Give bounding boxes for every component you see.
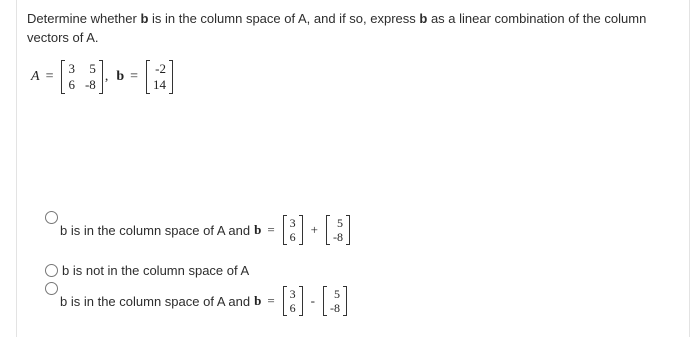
option-eq-b: b <box>254 293 262 308</box>
matrix-a-cell: 3 <box>68 61 75 76</box>
option-b-bold: b <box>60 293 68 309</box>
question-part1: Determine whether <box>27 11 141 26</box>
radio-button[interactable] <box>45 264 58 277</box>
right-bracket <box>346 215 350 245</box>
option-text: is in the column space of A and <box>70 293 251 309</box>
question-text <box>27 9 677 47</box>
vector-cell: 6 <box>289 230 296 244</box>
matrix-a-cell: 6 <box>68 77 75 92</box>
column-vector-1 <box>283 286 303 316</box>
plus-sign: + <box>310 222 319 237</box>
column-vector-2 <box>323 286 347 316</box>
option-text: is not in the column space of A <box>72 263 250 278</box>
vector-b-label: b <box>116 69 125 84</box>
right-bracket <box>299 286 303 316</box>
question-card <box>16 0 690 337</box>
answer-option-3[interactable] <box>45 286 349 316</box>
vector-b-cell: 14 <box>153 77 167 92</box>
question-part3: as a linear combination of the column vectors of A. <box>27 11 647 45</box>
equals-sign: = <box>45 69 54 84</box>
right-bracket <box>299 215 303 245</box>
answer-option-2[interactable] <box>45 263 249 278</box>
matrix-a <box>61 60 102 94</box>
right-bracket <box>343 286 347 316</box>
option-eq-b: b <box>254 222 262 237</box>
vector-b-cell: -2 <box>155 61 167 76</box>
right-bracket <box>169 60 173 94</box>
right-bracket <box>99 60 103 94</box>
vector-cell: -8 <box>330 301 341 315</box>
question-bold-b2: b <box>419 11 428 26</box>
vector-cell: 3 <box>289 287 296 301</box>
matrix-a-cell: -8 <box>84 77 96 92</box>
column-vector-1 <box>283 215 303 245</box>
comma: , <box>104 69 109 84</box>
radio-button[interactable] <box>45 282 58 295</box>
vector-cell: 5 <box>337 216 344 230</box>
matrix-a-label: A <box>31 69 40 84</box>
question-part2: is in the column space of A, and if so, express <box>148 11 420 26</box>
given-equation <box>31 57 175 97</box>
option-text: is in the column space of A and <box>70 222 251 238</box>
radio-button[interactable] <box>45 211 58 224</box>
vector-b <box>146 60 173 94</box>
question-bold-b1: b <box>140 11 149 26</box>
option-b-bold: b <box>62 263 70 278</box>
matrix-a-cell: 5 <box>89 61 96 76</box>
vector-cell: 3 <box>289 216 296 230</box>
minus-sign: - <box>310 293 316 308</box>
option-b-bold: b <box>60 222 68 238</box>
equals-sign: = <box>267 222 275 237</box>
equals-sign: = <box>267 293 275 308</box>
equals-sign: = <box>130 69 139 84</box>
answer-option-1[interactable] <box>45 215 352 245</box>
vector-cell: 6 <box>289 301 296 315</box>
vector-cell: -8 <box>333 230 344 244</box>
column-vector-2 <box>326 215 350 245</box>
vector-cell: 5 <box>334 287 341 301</box>
